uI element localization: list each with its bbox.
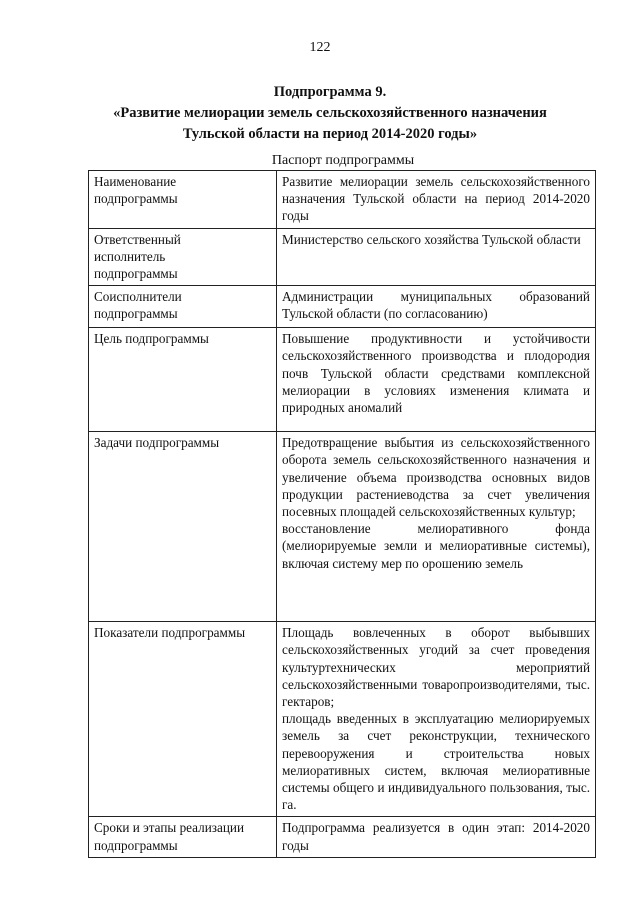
row-name-line: Ответственный (94, 231, 181, 247)
row-name-line: Показатели подпрограммы (94, 625, 246, 641)
row-name-line: Соисполнители (94, 289, 182, 305)
row-name-line: Цель подпрограммы (94, 331, 209, 347)
row-name-line: подпрограммы (94, 191, 178, 207)
row-name-cell (89, 622, 277, 817)
row-value-paragraph: площадь введенных в эксплуатацию мелиорируемых земель за счет реконструкции, технического перевооружения и строительства новых мелиоративных систем, включая мелиоративные системы общего и индивидуального пользования, тыс. га. (282, 711, 590, 813)
row-value-cell (277, 171, 596, 229)
row-name-cell (89, 171, 277, 229)
page-number: 122 (309, 40, 331, 55)
table-row (89, 622, 596, 817)
row-value-paragraph: Развитие мелиорации земель сельскохозяйственного назначения Тульской области на период 2014-2020 годы (282, 174, 590, 224)
title-line: Подпрограмма 9. (273, 84, 387, 100)
row-value-paragraph: Министерство сельского хозяйства Тульской области (282, 231, 581, 247)
subprogram-title (60, 82, 600, 145)
row-name-cell (89, 286, 277, 328)
row-value-paragraph: Предотвращение выбытия из сельскохозяйственного оборота земель сельскохозяйственного назначения и увеличение объема производства основных видов продукции растениеводства за счет увеличения посевных площадей сельскохозяйственных культур; (282, 435, 590, 520)
table-row (89, 228, 596, 286)
row-name-line: подпрограммы (94, 306, 178, 322)
table-row (89, 328, 596, 432)
row-value-paragraph: Площадь вовлеченных в оборот выбывших сельскохозяйственных угодий за счет проведения культуртехнических мероприятий сельскохозяйственными товаропроизводителями, тыс. гектаров; (282, 625, 590, 710)
row-value-cell (277, 817, 596, 857)
row-value-cell (277, 228, 596, 286)
passport-caption: Паспорт подпрограммы (271, 153, 415, 168)
title-line: Тульской области на период 2014-2020 годы» (182, 126, 478, 142)
row-name-line: подпрограммы (94, 837, 178, 853)
row-value-paragraph: Подпрограмма реализуется в один этап: 2014-2020 годы (282, 820, 590, 853)
row-name-cell (89, 228, 277, 286)
passport-table (88, 170, 596, 858)
table-row (89, 817, 596, 857)
row-name-line: подпрограммы (94, 266, 178, 282)
title-line: «Развитие мелиорации земель сельскохозяйственного назначения (113, 105, 547, 121)
row-name-cell (89, 817, 277, 857)
table-row (89, 171, 596, 229)
row-value-paragraph: Повышение продуктивности и устойчивости сельскохозяйственного производства и плодородия почв Тульской области средствами комплексной мелиорации в условиях изменения климата и природных аномалий (282, 331, 590, 416)
row-value-paragraph: Администрации муниципальных образований Тульской области (по согласованию) (282, 289, 590, 322)
row-value-cell (277, 286, 596, 328)
row-value-paragraph: восстановление мелиоративного фонда (мелиорируемые земли и мелиоративные системы), включая систему мер по орошению земель (282, 521, 590, 571)
table-row (89, 432, 596, 622)
row-name-line: исполнитель (94, 248, 166, 264)
row-value-cell (277, 328, 596, 432)
row-name-line: Сроки и этапы реализации (94, 820, 245, 836)
row-name-line: Наименование (94, 174, 177, 189)
row-name-cell (89, 328, 277, 432)
row-value-cell (277, 432, 596, 622)
table-row (89, 286, 596, 328)
row-name-cell (89, 432, 277, 622)
row-value-cell (277, 622, 596, 817)
row-name-line: Задачи подпрограммы (94, 435, 220, 451)
